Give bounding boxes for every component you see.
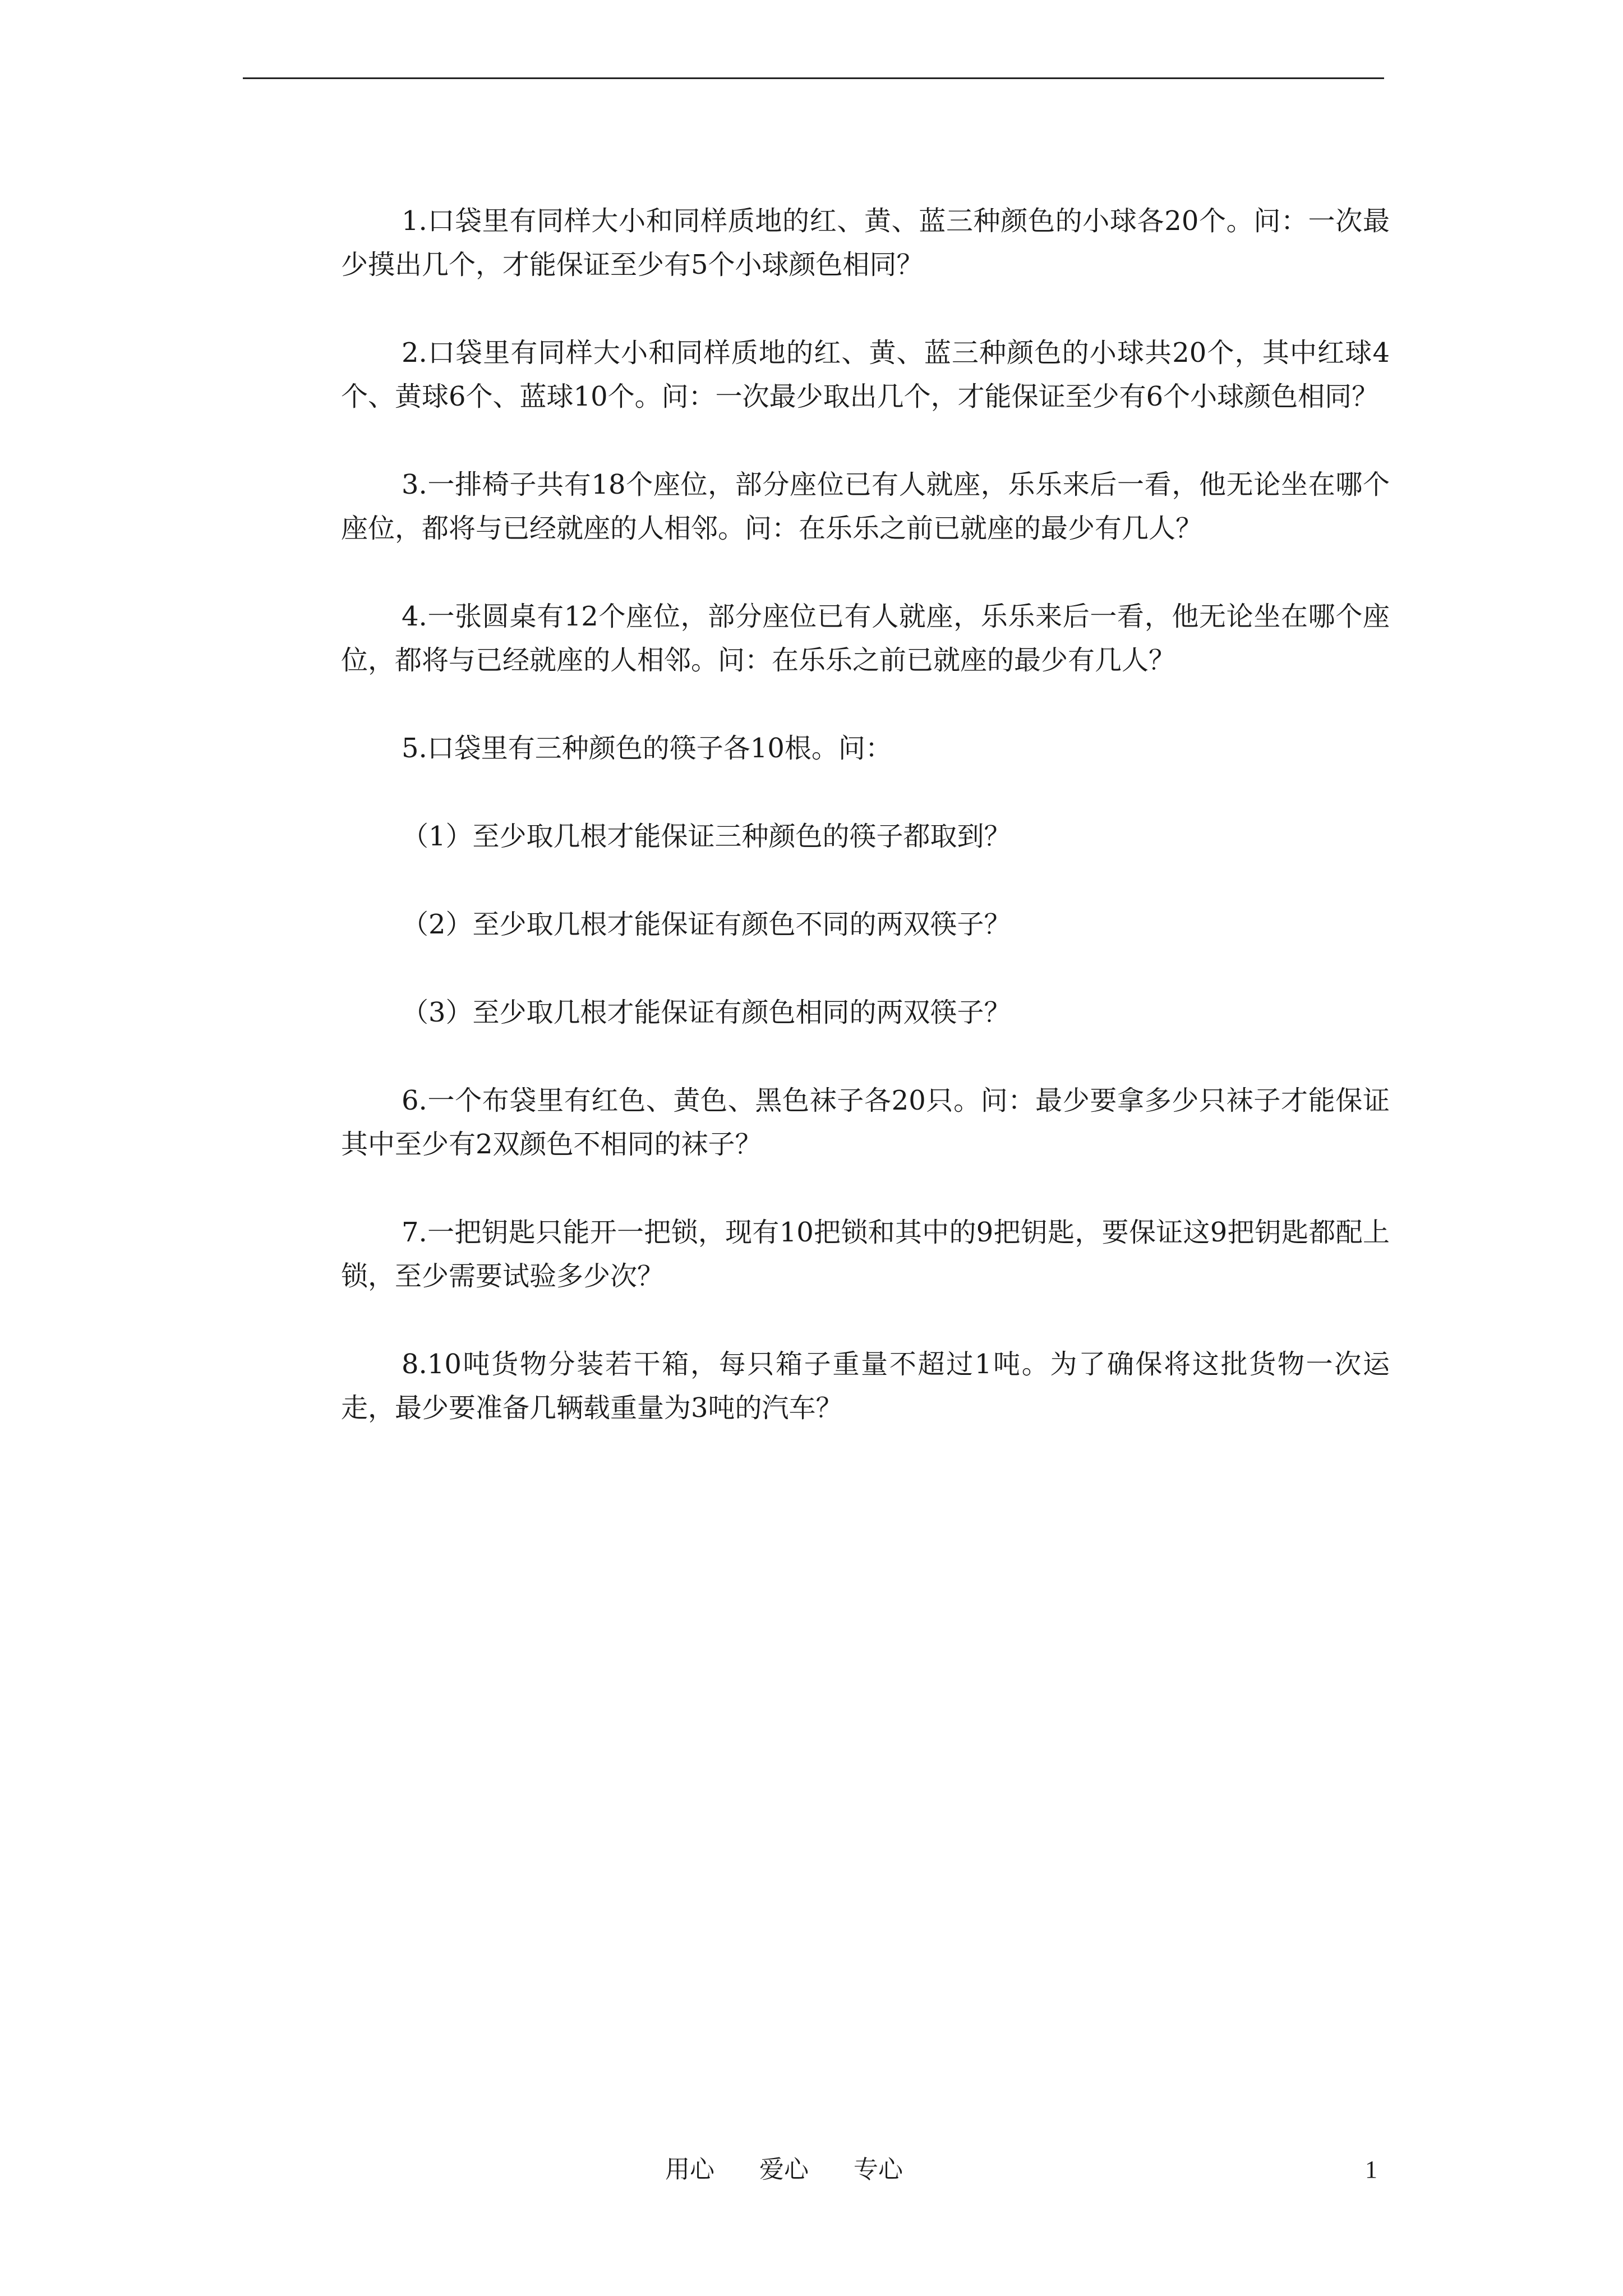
page-number: 1 [1365,2156,1377,2183]
footer-motto-word-2: 爱心 [759,2155,809,2184]
problem-5-sub-3: （3）至少取几根才能保证有颜色相同的两双筷子？ [402,997,1011,1028]
problem-4: 4.一张圆桌有12个座位，部分座位已有人就座，乐乐来后一看，他无论坐在哪个座位，都将与已经就座的人相邻。问：在乐乐之前已就座的最少有几人？ [341,601,1390,676]
footer-motto [665,2153,903,2187]
footer-motto-word-1: 用心 [665,2155,714,2184]
problem-5-sub-1: （1）至少取几根才能保证三种颜色的筷子都取到？ [402,821,1011,852]
problem-5: 5.口袋里有三种颜色的筷子各10根。问： [402,733,892,764]
header-rule [243,77,1384,79]
problem-1: 1.口袋里有同样大小和同样质地的红、黄、蓝三种颜色的小球各20个。问：一次最少摸出几个，才能保证至少有5个小球颜色相同？ [341,205,1390,280]
problem-list [341,199,1390,1474]
problem-6: 6.一个布袋里有红色、黄色、黑色袜子各20只。问：最少要拿多少只袜子才能保证其中至少有2双颜色不相同的袜子？ [341,1085,1390,1160]
problem-7: 7.一把钥匙只能开一把锁，现有10把锁和其中的9把钥匙，要保证这9把钥匙都配上锁，至少需要试验多少次？ [341,1217,1390,1292]
problem-8: 8.10吨货物分装若干箱，每只箱子重量不超过1吨。为了确保将这批货物一次运走，最少要准备几辆载重量为3吨的汽车？ [341,1349,1390,1424]
problem-2: 2.口袋里有同样大小和同样质地的红、黄、蓝三种颜色的小球共20个，其中红球4个、黄球6个、蓝球10个。问：一次最少取出几个，才能保证至少有6个小球颜色相同？ [341,337,1390,412]
footer-motto-word-3: 专心 [854,2155,903,2184]
page-footer [0,2153,1623,2187]
problem-5-sub-2: （2）至少取几根才能保证有颜色不同的两双筷子？ [402,909,1011,940]
problem-3: 3.一排椅子共有18个座位，部分座位已有人就座，乐乐来后一看，他无论坐在哪个座位，都将与已经就座的人相邻。问：在乐乐之前已就座的最少有几人？ [341,469,1390,544]
